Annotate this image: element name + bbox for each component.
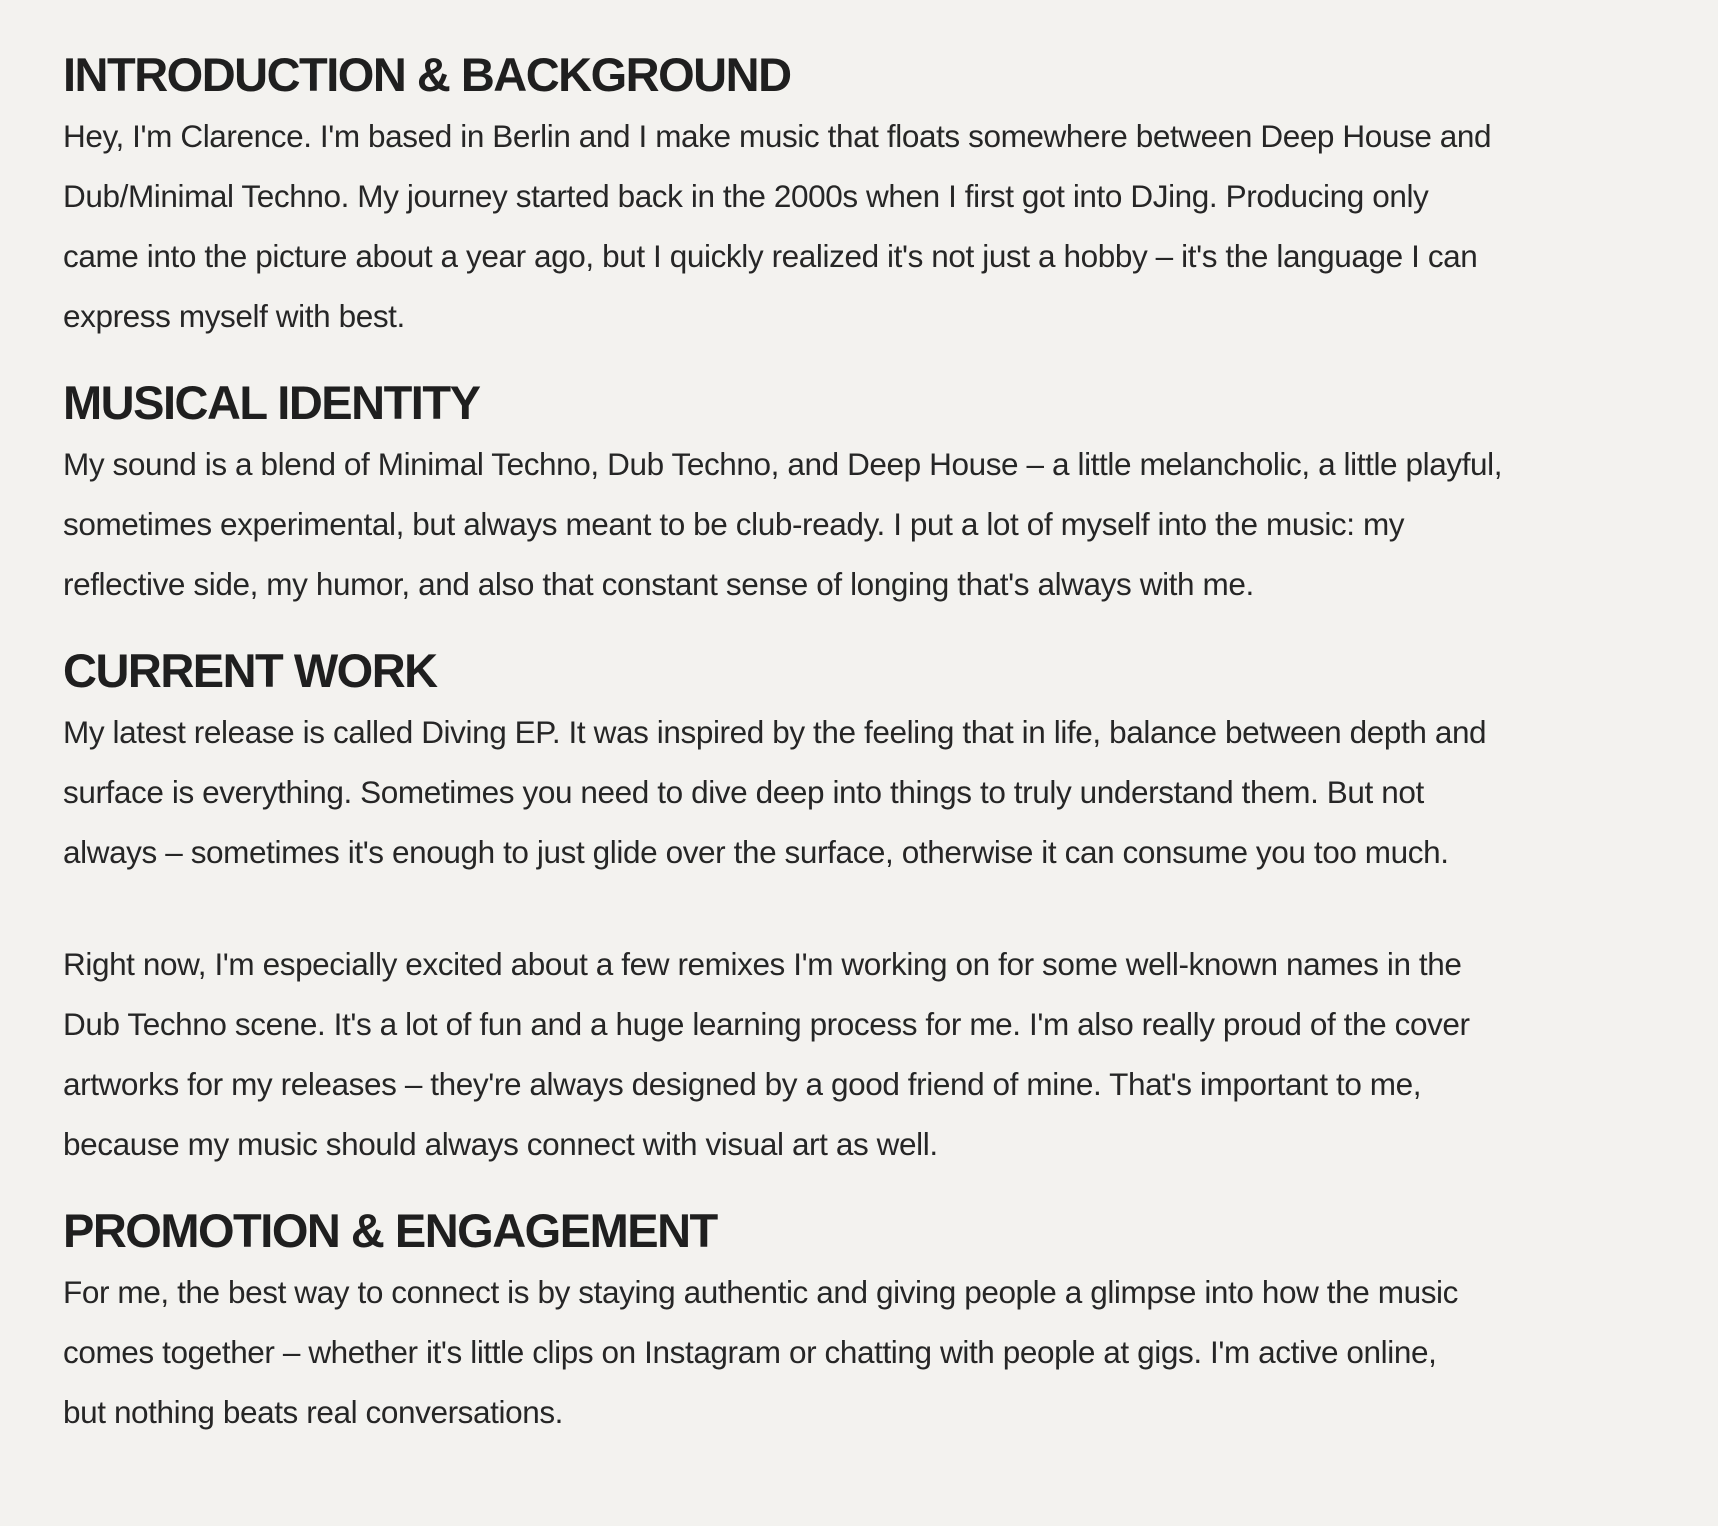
paragraph-line: For me, the best way to connect is by staying authentic and giving people a glimpse into how the music [63, 1274, 1458, 1310]
section-title: INTRODUCTION & BACKGROUND [63, 48, 791, 101]
section-paragraph [63, 934, 1655, 1174]
paragraph-line: sometimes experimental, but always meant to be club-ready. I put a lot of myself into the music: my [63, 506, 1405, 542]
paragraph-line: surface is everything. Sometimes you need to dive deep into things to truly understand them. But not [63, 774, 1424, 810]
paragraph-line: Dub Techno scene. It's a lot of fun and a huge learning process for me. I'm also really proud of the cover [63, 1006, 1470, 1042]
paragraph-line: because my music should always connect with visual art as well. [63, 1126, 938, 1162]
section-paragraph [63, 702, 1655, 882]
paragraph-line: but nothing beats real conversations. [63, 1394, 564, 1430]
paragraph-line: artworks for my releases – they're always designed by a good friend of mine. That's important to me, [63, 1066, 1422, 1102]
paragraph-line: Right now, I'm especially excited about a few remixes I'm working on for some well-known names in the [63, 946, 1462, 982]
paragraph-line: My sound is a blend of Minimal Techno, Dub Techno, and Deep House – a little melancholic, a little playful, [63, 446, 1503, 482]
section-title: PROMOTION & ENGAGEMENT [63, 1204, 717, 1257]
section-title: MUSICAL IDENTITY [63, 376, 480, 429]
section-introduction-background [63, 44, 1655, 346]
paragraph-line: came into the picture about a year ago, but I quickly realized it's not just a hobby – it's the language I can [63, 238, 1478, 274]
paragraph-line: Hey, I'm Clarence. I'm based in Berlin and I make music that floats somewhere between Deep House and [63, 118, 1492, 154]
section-promotion-engagement [63, 1200, 1655, 1442]
paragraph-line: comes together – whether it's little clips on Instagram or chatting with people at gigs. I'm active online, [63, 1334, 1437, 1370]
section-paragraph [63, 434, 1655, 614]
section-current-work [63, 640, 1655, 1174]
section-title: CURRENT WORK [63, 644, 437, 697]
paragraph-line: always – sometimes it's enough to just glide over the surface, otherwise it can consume you too much. [63, 834, 1449, 870]
paragraph-line: Dub/Minimal Techno. My journey started back in the 2000s when I first got into DJing. Producing only [63, 178, 1429, 214]
section-musical-identity [63, 372, 1655, 614]
section-paragraph [63, 106, 1655, 346]
paragraph-line: express myself with best. [63, 298, 405, 334]
paragraph-line: My latest release is called Diving EP. It was inspired by the feeling that in life, balance between depth and [63, 714, 1487, 750]
section-paragraph [63, 1262, 1655, 1442]
paragraph-line: reflective side, my humor, and also that constant sense of longing that's always with me. [63, 566, 1254, 602]
